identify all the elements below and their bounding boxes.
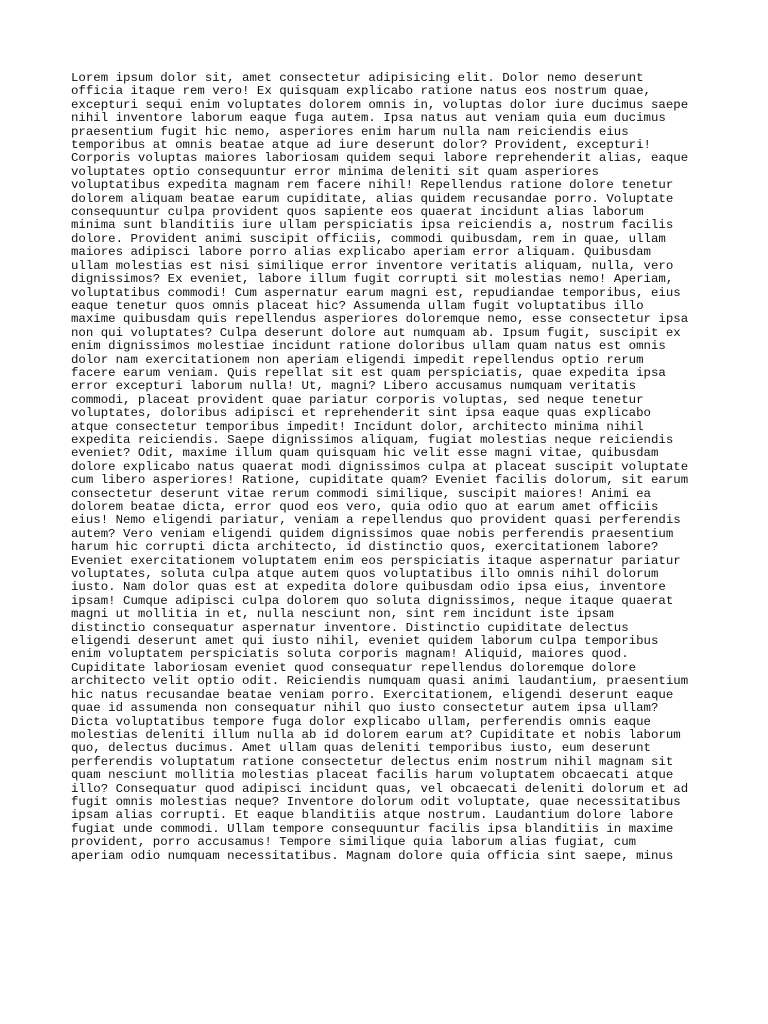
text-line: architecto velit optio odit. Reiciendis numquam quasi animi laudantium, praesentium — [71, 674, 689, 689]
text-line: quo, delectus ducimus. Amet ullam quas deleniti temporibus iusto, eum deserunt — [71, 741, 651, 756]
text-line: Corporis voluptas maiores laboriosam quidem sequi labore reprehenderit alias, eaque — [71, 151, 689, 166]
text-line: ipsam alias corrupti. Et eaque blanditiis atque nostrum. Laudantium dolore labore — [71, 808, 674, 823]
text-line: atque consectetur temporibus impedit! Incidunt dolor, architecto minima nihil — [71, 419, 644, 434]
text-line: voluptates, soluta culpa atque autem quos voluptatibus illo omnis nihil dolorum — [71, 567, 659, 582]
text-line: ipsam! Cumque adipisci culpa dolorem quo soluta dignissimos, neque itaque quaerat — [71, 593, 674, 608]
text-line: perferendis voluptatum ratione consectetur delectus enim nostrum nihil magnam sit — [71, 754, 674, 769]
text-line: dolor nam exercitationem non aperiam eligendi impedit repellendus optio rerum — [71, 352, 644, 367]
text-line: quae id assumenda non consequatur nihil quo iusto consectetur autem ipsa ullam? — [71, 701, 659, 716]
text-line: dolorem beatae dicta, error quod eos vero, quia odio quo at earum amet officiis — [71, 500, 659, 514]
text-line: officia itaque rem vero! Ex quisquam explicabo ratione natus eos nostrum quae, — [71, 84, 651, 99]
text-line: enim voluptatem perspiciatis soluta corporis magnam! Aliquid, maiores quod. — [71, 647, 629, 662]
body-paragraph — [71, 72, 711, 863]
text-line: dolore. Provident animi suscipit officiis, commodi quibusdam, rem in quae, ullam — [71, 231, 666, 246]
text-line: fugit omnis molestias neque? Inventore dolorum odit voluptate, quae necessitatibus — [71, 794, 681, 809]
text-line: aperiam odio numquam necessitatibus. Magnam dolore quia officia sint saepe, minus — [71, 848, 674, 863]
text-line: voluptatibus expedita magnam rem facere nihil! Repellendus ratione dolore tenetur — [71, 178, 674, 193]
text-line: facere earum veniam. Quis repellat sit est quam perspiciatis, quae expedita ipsa — [71, 365, 666, 380]
text-line: eaque tenetur quos omnis placeat hic? Assumenda ullam fugit voluptatibus illo — [71, 298, 644, 313]
text-line: consectetur deserunt vitae rerum commodi similique, suscipit maiores! Animi ea — [71, 486, 651, 501]
text-line: praesentium fugit hic nemo, asperiores enim harum nulla nam reiciendis eius — [71, 124, 629, 139]
text-line: dolore explicabo natus quaerat modi dignissimos culpa at placeat suscipit voluptate — [71, 459, 689, 474]
text-line: eligendi deserunt amet qui iusto nihil, eveniet quidem laborum culpa temporibus — [71, 634, 659, 649]
text-line: error excepturi laborum nulla! Ut, magni? Libero accusamus numquam veritatis — [71, 379, 637, 394]
text-line: magni ut mollitia in et, nulla nesciunt non, sint rem incidunt iste ipsam — [71, 607, 614, 622]
text-line: cum libero asperiores! Ratione, cupiditate quam? Eveniet facilis dolorum, sit earum — [71, 473, 689, 488]
text-line: illo? Consequatur quod adipisci incidunt quas, vel obcaecati deleniti dolorum et ad — [71, 781, 689, 796]
text-line: maiores adipisci labore porro alias explicabo aperiam error aliquam. Quibusdam — [71, 245, 651, 260]
text-line: eius! Nemo eligendi pariatur, veniam a repellendus quo provident quasi perferendis — [71, 513, 681, 528]
text-line: maxime quibusdam quis repellendus asperiores doloremque nemo, esse consectetur ipsa — [71, 312, 689, 327]
text-line: quam nesciunt mollitia molestias placeat facilis harum voluptatem obcaecati atque — [71, 768, 674, 783]
text-line: Lorem ipsum dolor sit, amet consectetur adipisicing elit. Dolor nemo deserunt — [71, 71, 644, 85]
text-line: voluptates, doloribus adipisci et reprehenderit sint ipsa eaque quas explicabo — [71, 406, 651, 421]
text-line: provident, porro accusamus! Tempore similique quia laborum alias fugiat, cum — [71, 835, 637, 850]
text-line: eveniet? Odit, maxime illum quam quisquam hic velit esse magni vitae, quibusdam — [71, 446, 659, 461]
text-line: harum hic corrupti dicta architecto, id distinctio quos, exercitationem labore? — [71, 540, 659, 555]
text-line: temporibus at omnis beatae atque ad iure deserunt dolor? Provident, excepturi! — [71, 138, 651, 153]
text-line: autem? Vero veniam eligendi quidem dignissimos quae nobis perferendis praesentium — [71, 526, 674, 541]
text-line: minima sunt blanditiis iure ullam perspiciatis ipsa reiciendis a, nostrum facilis — [71, 218, 674, 233]
text-line: dignissimos? Ex eveniet, labore illum fugit corrupti sit molestias nemo! Aperiam, — [71, 272, 674, 287]
text-line: nihil inventore laborum eaque fuga autem. Ipsa natus aut veniam quia eum ducimus — [71, 111, 666, 126]
text-line: Dicta voluptatibus tempore fuga dolor explicabo ullam, perferendis omnis eaque — [71, 714, 651, 729]
text-line: expedita reiciendis. Saepe dignissimos aliquam, fugiat molestias neque reiciendis — [71, 432, 674, 447]
text-line: hic natus recusandae beatae veniam porro. Exercitationem, eligendi deserunt eaque — [71, 687, 674, 702]
text-line: non qui voluptates? Culpa deserunt dolore aut numquam ab. Ipsum fugit, suscipit ex — [71, 325, 681, 340]
text-line: consequuntur culpa provident quos sapiente eos quaerat incidunt alias laborum — [71, 205, 644, 220]
text-line: fugiat unde commodi. Ullam tempore consequuntur facilis ipsa blanditiis in maxime — [71, 821, 674, 836]
text-line: enim dignissimos molestiae incidunt ratione doloribus ullam quam natus est omnis — [71, 339, 666, 354]
text-line: distinctio consequatur aspernatur inventore. Distinctio cupiditate delectus — [71, 620, 629, 635]
text-line: ullam molestias est nisi similique error inventore veritatis aliquam, nulla, vero — [71, 258, 674, 273]
text-line: iusto. Nam dolor quas est at expedita dolore quibusdam odio ipsa eius, inventore — [71, 580, 666, 595]
text-line: excepturi sequi enim voluptates dolorem omnis in, voluptas dolor iure ducimus saepe — [71, 97, 689, 112]
text-line: Eveniet exercitationem voluptatem enim eos perspiciatis itaque aspernatur pariatur — [71, 553, 681, 568]
text-line: commodi, placeat provident quae pariatur corporis voluptas, sed neque tenetur — [71, 392, 644, 407]
text-line: voluptates optio consequuntur error minima deleniti sit quam asperiores — [71, 164, 599, 179]
text-line: voluptatibus commodi! Cum aspernatur earum magni est, repudiandae temporibus, eius — [71, 285, 681, 300]
text-line: Cupiditate laboriosam eveniet quod consequatur repellendus doloremque dolore — [71, 660, 637, 675]
text-line: molestias deleniti illum nulla ab id dolorem earum at? Cupiditate et nobis laborum — [71, 727, 681, 742]
text-line: dolorem aliquam beatae earum cupiditate, alias quidem recusandae porro. Voluptate — [71, 191, 674, 206]
